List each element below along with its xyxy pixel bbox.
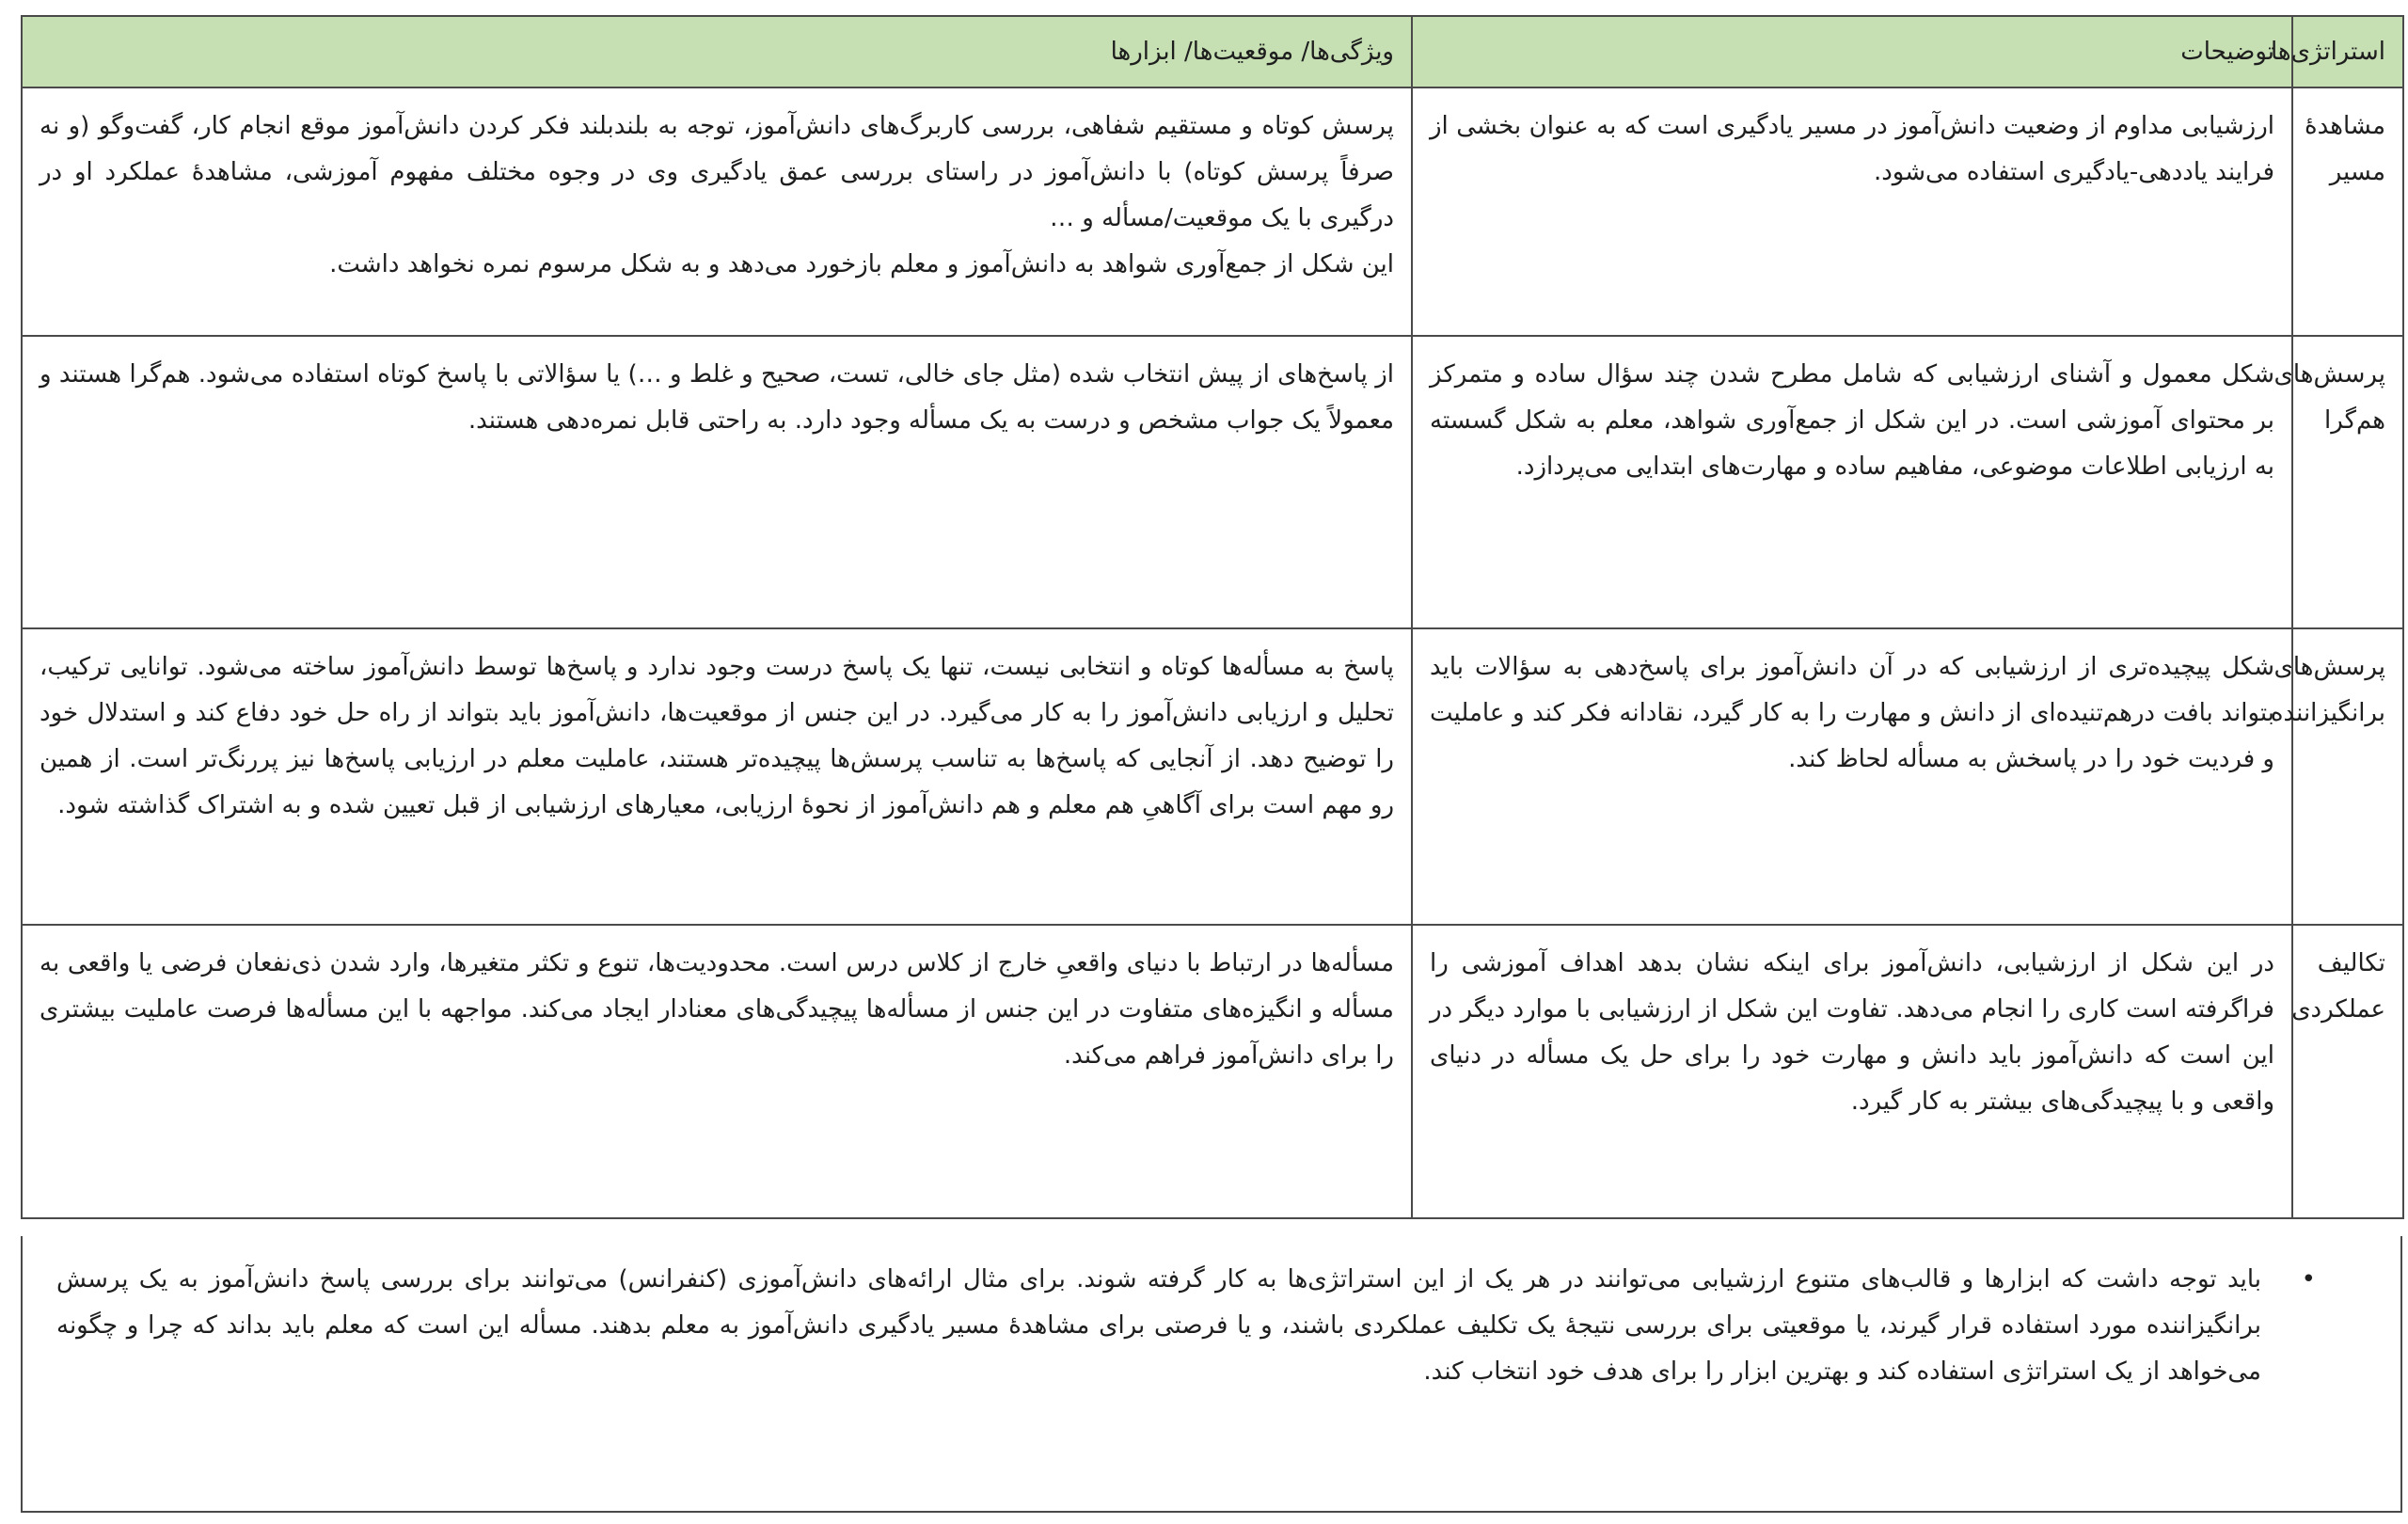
strategy-description: شکل پیچیده‌تری از ارزشیابی که در آن دانش‌آموز برای پاسخ‌دهی به سؤالات باید بتواند بافت درهم‌تنیده‌ای از دانش و مهارت را به کار گیرد، نقادانه فکر کند و عاملیت و فردیت خود را در پاسخش به مسأله لحاظ کند. <box>1412 628 2292 925</box>
strategy-name: مشاهدهٔ مسیر <box>2292 87 2403 336</box>
strategy-description: ارزشیابی مداوم از وضعیت دانش‌آموز در مسیر یادگیری است که به عنوان بخشی از فرایند یاددهی-یادگیری استفاده می‌شود. <box>1412 87 2292 336</box>
table-row <box>22 336 2403 628</box>
features-paragraph: این شکل از جمع‌آوری شواهد به دانش‌آموز و معلم بازخورد می‌دهد و به شکل مرسوم نمره نخواهد داشت. <box>329 250 1394 278</box>
bullet-icon: • <box>2301 1265 2316 1294</box>
strategy-description: در این شکل از ارزشیابی، دانش‌آموز برای اینکه نشان بدهد اهداف آموزشی را فراگرفته است کاری را انجام می‌دهد. تفاوت این شکل از ارزشیابی با موارد دیگر در این است که دانش‌آموز باید دانش و مهارت خود را برای حل یک مسأله در دنیای واقعی و با پیچیدگی‌های بیشتر به کار گیرد. <box>1412 925 2292 1218</box>
table-row <box>22 925 2403 1218</box>
header-strategies: استراتژی‌ها <box>2292 16 2403 87</box>
strategies-table <box>21 15 2404 1219</box>
strategy-features <box>22 925 1412 1218</box>
features-paragraph: مسأله‌ها در ارتباط با دنیای واقعیِ خارج از کلاس درس است. محدودیت‌ها، تنوع و تکثر متغیرها، وارد شدن ذی‌نفعان فرضی یا واقعی به مسأله و انگیزه‌های متفاوت در این جنس از مسأله‌ها پیچیدگی‌های معنادار ایجاد می‌کند. مواجهه با این مسأله‌ها فرصت عاملیت بیشتری را برای دانش‌آموز فراهم می‌کند. <box>40 949 1394 1070</box>
header-description: توضیحات <box>1412 16 2292 87</box>
strategy-name: تکالیف عملکردی <box>2292 925 2403 1218</box>
features-paragraph: از پاسخ‌های از پیش انتخاب شده (مثل جای خالی، تست، صحیح و غلط و …) یا سؤالاتی با پاسخ کوتاه استفاده می‌شود. هم‌گرا هستند و معمولاً یک جواب مشخص و درست به یک مسأله وجود دارد. به راحتی قابل نمره‌دهی هستند. <box>40 360 1394 435</box>
strategy-name: پرسش‌های برانگیزاننده <box>2292 628 2403 925</box>
note-box <box>21 1236 2402 1513</box>
strategy-features <box>22 336 1412 628</box>
strategy-features <box>22 87 1412 336</box>
document-page <box>21 15 2402 1515</box>
strategy-name: پرسش‌های هم‌گرا <box>2292 336 2403 628</box>
features-paragraph: پرسش کوتاه و مستقیم شفاهی، بررسی کاربرگ‌های دانش‌آموز، توجه به بلندبلند فکر کردن دانش‌آموز موقع انجام کار، گفت‌وگو (و نه صرفاً پرسش کوتاه) با دانش‌آموز در راستای بررسی عمق یادگیری وی در وجوه مختلف مفهوم آموزشی، مشاهدهٔ عملکرد او در درگیری با یک موقعیت/مسأله و … <box>40 112 1394 232</box>
strategy-description: شکل معمول و آشنای ارزشیابی که شامل مطرح شدن چند سؤال ساده و متمرکز بر محتوای آموزشی است. در این شکل از جمع‌آوری شواهد، معلم به شکل گسسته به ارزیابی اطلاعات موضوعی، مفاهیم ساده و مهارت‌های ابتدایی می‌پردازد. <box>1412 336 2292 628</box>
features-paragraph: پاسخ به مسأله‌ها کوتاه و انتخابی نیست، تنها یک پاسخ درست وجود ندارد و پاسخ‌ها توسط دانش‌آموز ساخته می‌شود. توانایی ترکیب، تحلیل و ارزیابی دانش‌آموز را به کار می‌گیرد. در این جنس از موقعیت‌ها، دانش‌آموز باید بتواند از راه حل خود دفاع کند و استدلال خود را توضیح دهد. از آنجایی که پاسخ‌ها به تناسب پرسش‌ها پیچیده‌تر هستند، عاملیت معلم در ارزیابی پاسخ‌ها نیز پررنگ‌تر است. از همین رو مهم است برای آگاهیِ هم معلم و هم دانش‌آموز از نحوهٔ ارزیابی، معیارهای ارزشیابی از قبل تعیین شده و به اشتراک گذاشته شود. <box>40 653 1394 819</box>
strategy-features <box>22 628 1412 925</box>
table-row <box>22 628 2403 925</box>
note-text: باید توجه داشت که ابزارها و قالب‌های متنوع ارزشیابی می‌توانند در هر یک از این استراتژی‌ها به کار گرفته شوند. برای مثال ارائه‌های دانش‌آموزی (کنفرانس) می‌توانند برای بررسی پاسخ دانش‌آموز به یک پرسش برانگیزاننده مورد استفاده قرار گیرند، یا موقعیتی برای بررسی نتیجهٔ یک تکلیف عملکردی باشند، و یا فرصتی برای مشاهدهٔ مسیر یادگیری دانش‌آموز به معلم بدهند. مسأله این است که معلم باید بداند که چرا و چگونه می‌خواهد از یک استراتژی استفاده کند و بهترین ابزار را برای هدف خود انتخاب کند. <box>56 1265 2261 1386</box>
table-row <box>22 87 2403 336</box>
header-features: ویژگی‌ها/ موقعیت‌ها/ ابزارها <box>22 16 1412 87</box>
table-header-row <box>22 16 2403 87</box>
